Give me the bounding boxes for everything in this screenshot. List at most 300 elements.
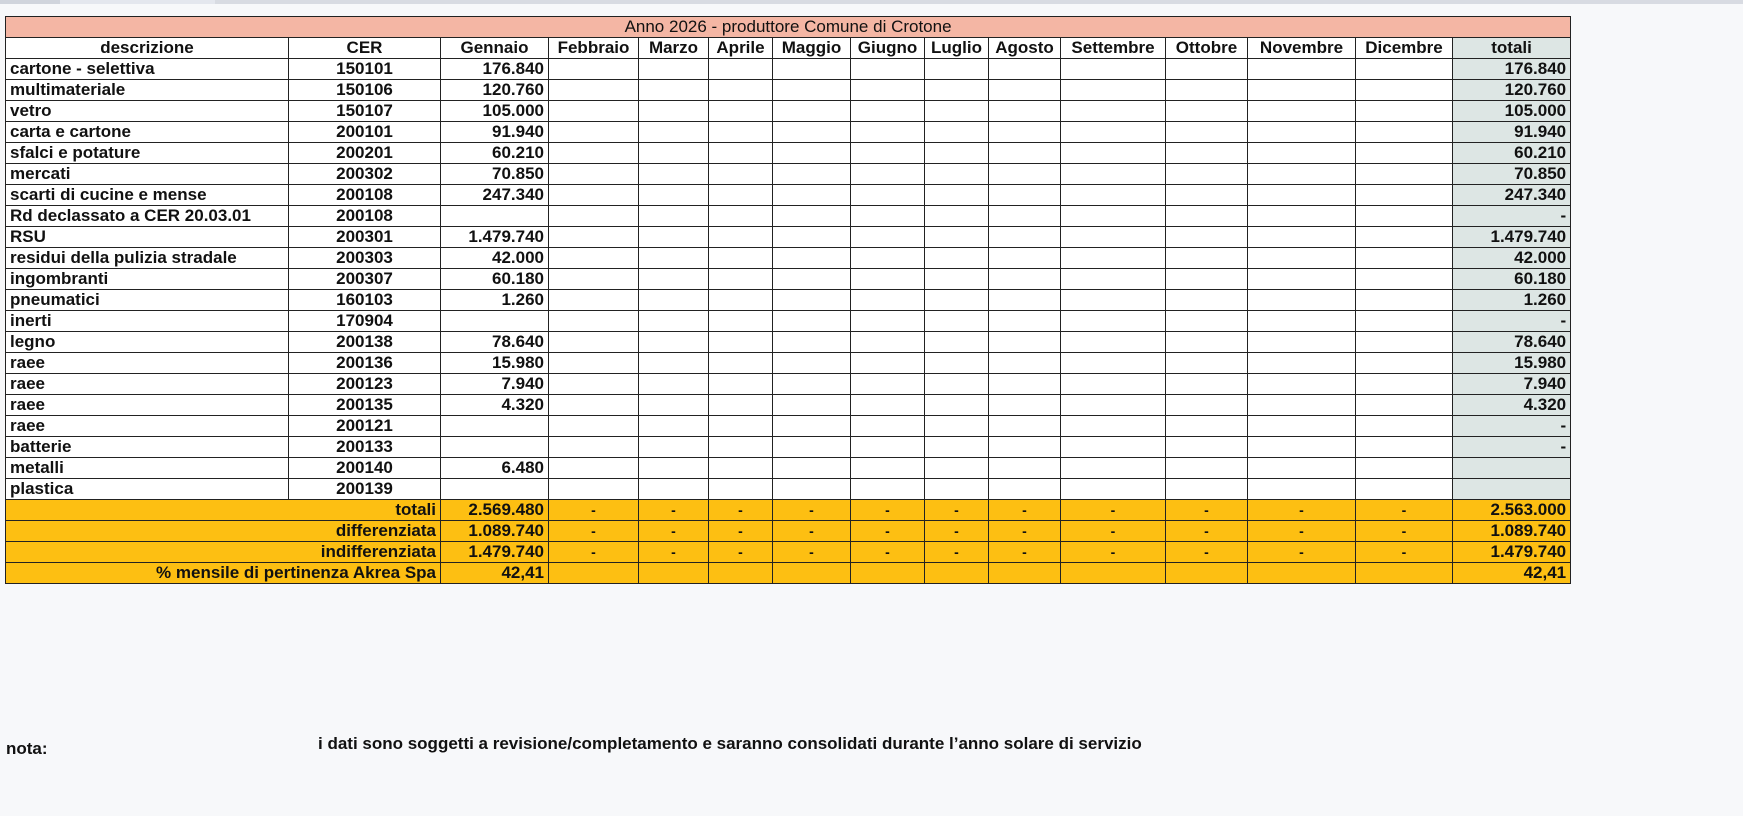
cell-cer: 150101 <box>289 59 441 80</box>
cell-month-empty <box>989 374 1061 395</box>
cell-month-empty <box>1061 164 1166 185</box>
cell-month-empty <box>989 311 1061 332</box>
cell-month-empty <box>639 374 709 395</box>
cell-month-empty <box>1248 353 1356 374</box>
cell-month-empty <box>549 122 639 143</box>
cell-month-empty <box>851 80 925 101</box>
cell-month-empty <box>549 416 639 437</box>
cell-month-empty <box>773 59 851 80</box>
cell-month-empty <box>709 416 773 437</box>
cell-month-empty <box>1166 311 1248 332</box>
cell-month-empty <box>549 374 639 395</box>
cell-month-empty <box>639 227 709 248</box>
cell-month-empty <box>925 101 989 122</box>
cell-gennaio <box>441 311 549 332</box>
summary-month-value: - <box>1356 500 1453 521</box>
summary-month-value: - <box>925 500 989 521</box>
cell-month-empty <box>549 290 639 311</box>
summary-month-value: - <box>1356 542 1453 563</box>
table-row <box>6 290 1571 311</box>
cell-month-empty <box>639 143 709 164</box>
top-tab <box>215 0 1743 4</box>
cell-month-empty <box>851 101 925 122</box>
table-title: Anno 2026 - produttore Comune di Crotone <box>6 17 1571 38</box>
cell-month-empty <box>1061 185 1166 206</box>
cell-month-empty <box>1166 332 1248 353</box>
cell-month-empty <box>709 227 773 248</box>
table-row <box>6 80 1571 101</box>
summary-row <box>6 542 1571 563</box>
cell-month-empty <box>1248 185 1356 206</box>
cell-month-empty <box>773 416 851 437</box>
cell-month-empty <box>1356 143 1453 164</box>
cell-month-empty <box>639 269 709 290</box>
cell-month-empty <box>1356 206 1453 227</box>
cell-month-empty <box>1166 185 1248 206</box>
cell-month-empty <box>639 437 709 458</box>
cell-month-empty <box>1248 395 1356 416</box>
cell-month-empty <box>1248 479 1356 500</box>
cell-month-empty <box>1061 101 1166 122</box>
cell-descrizione: multimateriale <box>6 80 289 101</box>
header-row <box>6 38 1571 59</box>
cell-month-empty <box>773 290 851 311</box>
cell-month-empty <box>851 122 925 143</box>
table-row <box>6 416 1571 437</box>
column-header-ottobre: Ottobre <box>1166 38 1248 59</box>
cell-month-empty <box>851 311 925 332</box>
cell-month-empty <box>925 248 989 269</box>
cell-month-empty <box>773 458 851 479</box>
waste-table <box>5 16 1571 584</box>
cell-descrizione: pneumatici <box>6 290 289 311</box>
cell-month-empty <box>639 416 709 437</box>
cell-month-empty <box>925 227 989 248</box>
cell-month-empty <box>851 227 925 248</box>
cell-month-empty <box>989 143 1061 164</box>
cell-month-empty <box>989 164 1061 185</box>
cell-month-empty <box>709 395 773 416</box>
cell-month-empty <box>773 437 851 458</box>
summary-month-value: - <box>1061 521 1166 542</box>
cell-month-empty <box>773 185 851 206</box>
summary-month-value <box>709 563 773 584</box>
cell-month-empty <box>1248 122 1356 143</box>
cell-totali: 15.980 <box>1453 353 1571 374</box>
column-header-totali: totali <box>1453 38 1571 59</box>
cell-month-empty <box>1356 416 1453 437</box>
cell-descrizione: plastica <box>6 479 289 500</box>
cell-gennaio <box>441 206 549 227</box>
summary-label: differenziata <box>6 521 441 542</box>
cell-month-empty <box>925 122 989 143</box>
summary-month-value: - <box>851 521 925 542</box>
cell-month-empty <box>773 332 851 353</box>
cell-cer: 200301 <box>289 227 441 248</box>
summary-month-value: - <box>1248 542 1356 563</box>
cell-cer: 200136 <box>289 353 441 374</box>
cell-descrizione: metalli <box>6 458 289 479</box>
cell-month-empty <box>773 122 851 143</box>
cell-month-empty <box>1061 59 1166 80</box>
cell-cer: 200303 <box>289 248 441 269</box>
summary-month-value: - <box>639 500 709 521</box>
cell-month-empty <box>989 227 1061 248</box>
column-header-agosto: Agosto <box>989 38 1061 59</box>
summary-month-value <box>1248 563 1356 584</box>
cell-month-empty <box>549 437 639 458</box>
summary-row <box>6 521 1571 542</box>
cell-month-empty <box>1061 332 1166 353</box>
cell-month-empty <box>1061 143 1166 164</box>
cell-totali: - <box>1453 311 1571 332</box>
summary-body <box>6 500 1571 584</box>
summary-totali: 1.089.740 <box>1453 521 1571 542</box>
summary-month-value <box>1166 563 1248 584</box>
summary-gennaio: 1.089.740 <box>441 521 549 542</box>
cell-month-empty <box>639 458 709 479</box>
cell-month-empty <box>1166 164 1248 185</box>
cell-month-empty <box>549 164 639 185</box>
summary-month-value <box>925 563 989 584</box>
cell-month-empty <box>1061 437 1166 458</box>
cell-month-empty <box>549 206 639 227</box>
cell-totali: 91.940 <box>1453 122 1571 143</box>
cell-totali: 60.180 <box>1453 269 1571 290</box>
cell-month-empty <box>1248 227 1356 248</box>
summary-month-value: - <box>549 542 639 563</box>
cell-month-empty <box>989 269 1061 290</box>
cell-month-empty <box>1248 458 1356 479</box>
table-row <box>6 248 1571 269</box>
table-row <box>6 59 1571 80</box>
cell-month-empty <box>1248 59 1356 80</box>
cell-month-empty <box>851 395 925 416</box>
cell-gennaio: 120.760 <box>441 80 549 101</box>
cell-totali: 176.840 <box>1453 59 1571 80</box>
cell-month-empty <box>709 458 773 479</box>
cell-month-empty <box>639 185 709 206</box>
cell-month-empty <box>1061 80 1166 101</box>
cell-month-empty <box>639 311 709 332</box>
summary-month-value: - <box>639 521 709 542</box>
cell-month-empty <box>989 185 1061 206</box>
nota-text: i dati sono soggetti a revisione/completamento e saranno consolidati durante l’anno solare di servizio <box>318 734 1142 753</box>
cell-month-empty <box>1166 290 1248 311</box>
cell-totali: - <box>1453 437 1571 458</box>
summary-month-value <box>1356 563 1453 584</box>
cell-descrizione: batterie <box>6 437 289 458</box>
cell-month-empty <box>1061 227 1166 248</box>
cell-totali: 105.000 <box>1453 101 1571 122</box>
cell-month-empty <box>989 437 1061 458</box>
cell-month-empty <box>1061 122 1166 143</box>
cell-month-empty <box>709 122 773 143</box>
table-row <box>6 206 1571 227</box>
cell-gennaio: 15.980 <box>441 353 549 374</box>
summary-month-value: - <box>773 521 851 542</box>
cell-gennaio <box>441 416 549 437</box>
table-row <box>6 374 1571 395</box>
cell-cer: 200138 <box>289 332 441 353</box>
cell-month-empty <box>1356 122 1453 143</box>
cell-gennaio: 105.000 <box>441 101 549 122</box>
cell-month-empty <box>773 248 851 269</box>
cell-gennaio: 1.260 <box>441 290 549 311</box>
cell-month-empty <box>1356 353 1453 374</box>
cell-month-empty <box>1166 353 1248 374</box>
summary-totali: 1.479.740 <box>1453 542 1571 563</box>
summary-month-value <box>851 563 925 584</box>
cell-descrizione: mercati <box>6 164 289 185</box>
cell-month-empty <box>1166 374 1248 395</box>
cell-gennaio: 6.480 <box>441 458 549 479</box>
cell-month-empty <box>1061 416 1166 437</box>
column-header-cer: CER <box>289 38 441 59</box>
cell-month-empty <box>1166 122 1248 143</box>
summary-totali: 2.563.000 <box>1453 500 1571 521</box>
cell-month-empty <box>1248 143 1356 164</box>
cell-month-empty <box>1248 80 1356 101</box>
cell-month-empty <box>1248 206 1356 227</box>
summary-month-value <box>1061 563 1166 584</box>
cell-descrizione: raee <box>6 416 289 437</box>
cell-descrizione: carta e cartone <box>6 122 289 143</box>
summary-month-value: - <box>1166 500 1248 521</box>
table-row <box>6 122 1571 143</box>
table-row <box>6 437 1571 458</box>
cell-month-empty <box>1061 479 1166 500</box>
cell-cer: 200140 <box>289 458 441 479</box>
cell-month-empty <box>1248 290 1356 311</box>
summary-month-value <box>549 563 639 584</box>
cell-month-empty <box>773 395 851 416</box>
cell-cer: 200139 <box>289 479 441 500</box>
cell-cer: 200123 <box>289 374 441 395</box>
cell-month-empty <box>709 374 773 395</box>
cell-gennaio <box>441 437 549 458</box>
column-header-gennaio: Gennaio <box>441 38 549 59</box>
cell-month-empty <box>709 269 773 290</box>
summary-month-value <box>639 563 709 584</box>
cell-month-empty <box>989 332 1061 353</box>
summary-gennaio: 1.479.740 <box>441 542 549 563</box>
cell-month-empty <box>709 80 773 101</box>
cell-month-empty <box>709 185 773 206</box>
cell-month-empty <box>709 101 773 122</box>
cell-month-empty <box>639 206 709 227</box>
cell-month-empty <box>709 248 773 269</box>
summary-gennaio: 2.569.480 <box>441 500 549 521</box>
cell-cer: 150106 <box>289 80 441 101</box>
summary-row <box>6 563 1571 584</box>
cell-descrizione: inerti <box>6 311 289 332</box>
cell-month-empty <box>1356 227 1453 248</box>
table-row <box>6 458 1571 479</box>
column-header-aprile: Aprile <box>709 38 773 59</box>
summary-totali: 42,41 <box>1453 563 1571 584</box>
column-header-luglio: Luglio <box>925 38 989 59</box>
cell-descrizione: cartone - selettiva <box>6 59 289 80</box>
cell-month-empty <box>549 458 639 479</box>
cell-totali: 4.320 <box>1453 395 1571 416</box>
cell-month-empty <box>639 290 709 311</box>
cell-month-empty <box>989 122 1061 143</box>
table-row <box>6 227 1571 248</box>
cell-descrizione: RSU <box>6 227 289 248</box>
cell-month-empty <box>639 122 709 143</box>
cell-totali: 1.260 <box>1453 290 1571 311</box>
cell-month-empty <box>549 248 639 269</box>
cell-month-empty <box>1166 227 1248 248</box>
cell-month-empty <box>925 374 989 395</box>
cell-totali: 60.210 <box>1453 143 1571 164</box>
summary-month-value: - <box>549 500 639 521</box>
cell-month-empty <box>1248 311 1356 332</box>
cell-month-empty <box>851 290 925 311</box>
cell-cer: 150107 <box>289 101 441 122</box>
cell-month-empty <box>549 59 639 80</box>
cell-month-empty <box>549 395 639 416</box>
cell-descrizione: raee <box>6 353 289 374</box>
cell-month-empty <box>1356 185 1453 206</box>
cell-month-empty <box>925 479 989 500</box>
cell-month-empty <box>925 59 989 80</box>
cell-month-empty <box>925 332 989 353</box>
cell-month-empty <box>1061 290 1166 311</box>
cell-month-empty <box>639 80 709 101</box>
cell-month-empty <box>851 164 925 185</box>
cell-month-empty <box>709 206 773 227</box>
cell-month-empty <box>1356 80 1453 101</box>
cell-gennaio <box>441 479 549 500</box>
cell-month-empty <box>851 143 925 164</box>
cell-month-empty <box>925 143 989 164</box>
cell-month-empty <box>1061 311 1166 332</box>
cell-month-empty <box>989 206 1061 227</box>
cell-month-empty <box>1166 206 1248 227</box>
cell-month-empty <box>773 206 851 227</box>
cell-month-empty <box>1356 395 1453 416</box>
table-row <box>6 479 1571 500</box>
cell-gennaio: 42.000 <box>441 248 549 269</box>
cell-month-empty <box>1061 269 1166 290</box>
cell-month-empty <box>549 80 639 101</box>
cell-gennaio: 1.479.740 <box>441 227 549 248</box>
cell-month-empty <box>925 437 989 458</box>
cell-month-empty <box>851 332 925 353</box>
cell-month-empty <box>925 269 989 290</box>
cell-month-empty <box>549 479 639 500</box>
table-row <box>6 269 1571 290</box>
column-header-novembre: Novembre <box>1248 38 1356 59</box>
cell-month-empty <box>1166 101 1248 122</box>
cell-month-empty <box>989 416 1061 437</box>
cell-month-empty <box>925 164 989 185</box>
cell-month-empty <box>1356 269 1453 290</box>
cell-gennaio: 4.320 <box>441 395 549 416</box>
cell-month-empty <box>989 101 1061 122</box>
cell-month-empty <box>709 332 773 353</box>
summary-month-value: - <box>925 542 989 563</box>
summary-month-value: - <box>549 521 639 542</box>
cell-month-empty <box>1248 101 1356 122</box>
cell-descrizione: legno <box>6 332 289 353</box>
cell-month-empty <box>773 101 851 122</box>
cell-cer: 200307 <box>289 269 441 290</box>
cell-month-empty <box>925 416 989 437</box>
cell-month-empty <box>549 269 639 290</box>
cell-totali <box>1453 458 1571 479</box>
summary-gennaio: 42,41 <box>441 563 549 584</box>
summary-month-value: - <box>773 542 851 563</box>
summary-label: % mensile di pertinenza Akrea Spa <box>6 563 441 584</box>
summary-month-value: - <box>709 542 773 563</box>
cell-gennaio: 247.340 <box>441 185 549 206</box>
cell-cer: 200135 <box>289 395 441 416</box>
cell-totali: - <box>1453 206 1571 227</box>
cell-month-empty <box>851 479 925 500</box>
summary-month-value: - <box>639 542 709 563</box>
cell-month-empty <box>549 101 639 122</box>
summary-label: indifferenziata <box>6 542 441 563</box>
cell-month-empty <box>989 353 1061 374</box>
column-header-dicembre: Dicembre <box>1356 38 1453 59</box>
cell-month-empty <box>1248 416 1356 437</box>
cell-month-empty <box>1248 164 1356 185</box>
cell-month-empty <box>1166 458 1248 479</box>
cell-month-empty <box>1061 374 1166 395</box>
cell-totali: 7.940 <box>1453 374 1571 395</box>
cell-month-empty <box>773 479 851 500</box>
cell-month-empty <box>709 353 773 374</box>
table-body <box>6 59 1571 500</box>
cell-month-empty <box>1061 206 1166 227</box>
cell-month-empty <box>709 437 773 458</box>
cell-month-empty <box>1061 248 1166 269</box>
column-header-giugno: Giugno <box>851 38 925 59</box>
summary-month-value: - <box>1356 521 1453 542</box>
table-row <box>6 332 1571 353</box>
cell-month-empty <box>639 353 709 374</box>
cell-month-empty <box>925 353 989 374</box>
cell-cer: 200121 <box>289 416 441 437</box>
cell-month-empty <box>1356 290 1453 311</box>
cell-descrizione: residui della pulizia stradale <box>6 248 289 269</box>
cell-month-empty <box>1166 143 1248 164</box>
cell-cer: 200101 <box>289 122 441 143</box>
cell-month-empty <box>639 248 709 269</box>
summary-month-value: - <box>1061 542 1166 563</box>
cell-descrizione: ingombranti <box>6 269 289 290</box>
cell-totali: 42.000 <box>1453 248 1571 269</box>
column-header-marzo: Marzo <box>639 38 709 59</box>
cell-month-empty <box>1356 332 1453 353</box>
summary-month-value: - <box>1166 542 1248 563</box>
column-header-descrizione: descrizione <box>6 38 289 59</box>
cell-month-empty <box>709 479 773 500</box>
column-header-febbraio: Febbraio <box>549 38 639 59</box>
summary-month-value: - <box>1061 500 1166 521</box>
cell-month-empty <box>773 374 851 395</box>
summary-row <box>6 500 1571 521</box>
cell-month-empty <box>989 458 1061 479</box>
summary-month-value: - <box>989 500 1061 521</box>
cell-month-empty <box>851 437 925 458</box>
summary-month-value: - <box>1248 521 1356 542</box>
top-bar <box>0 0 1743 4</box>
cell-totali: 78.640 <box>1453 332 1571 353</box>
